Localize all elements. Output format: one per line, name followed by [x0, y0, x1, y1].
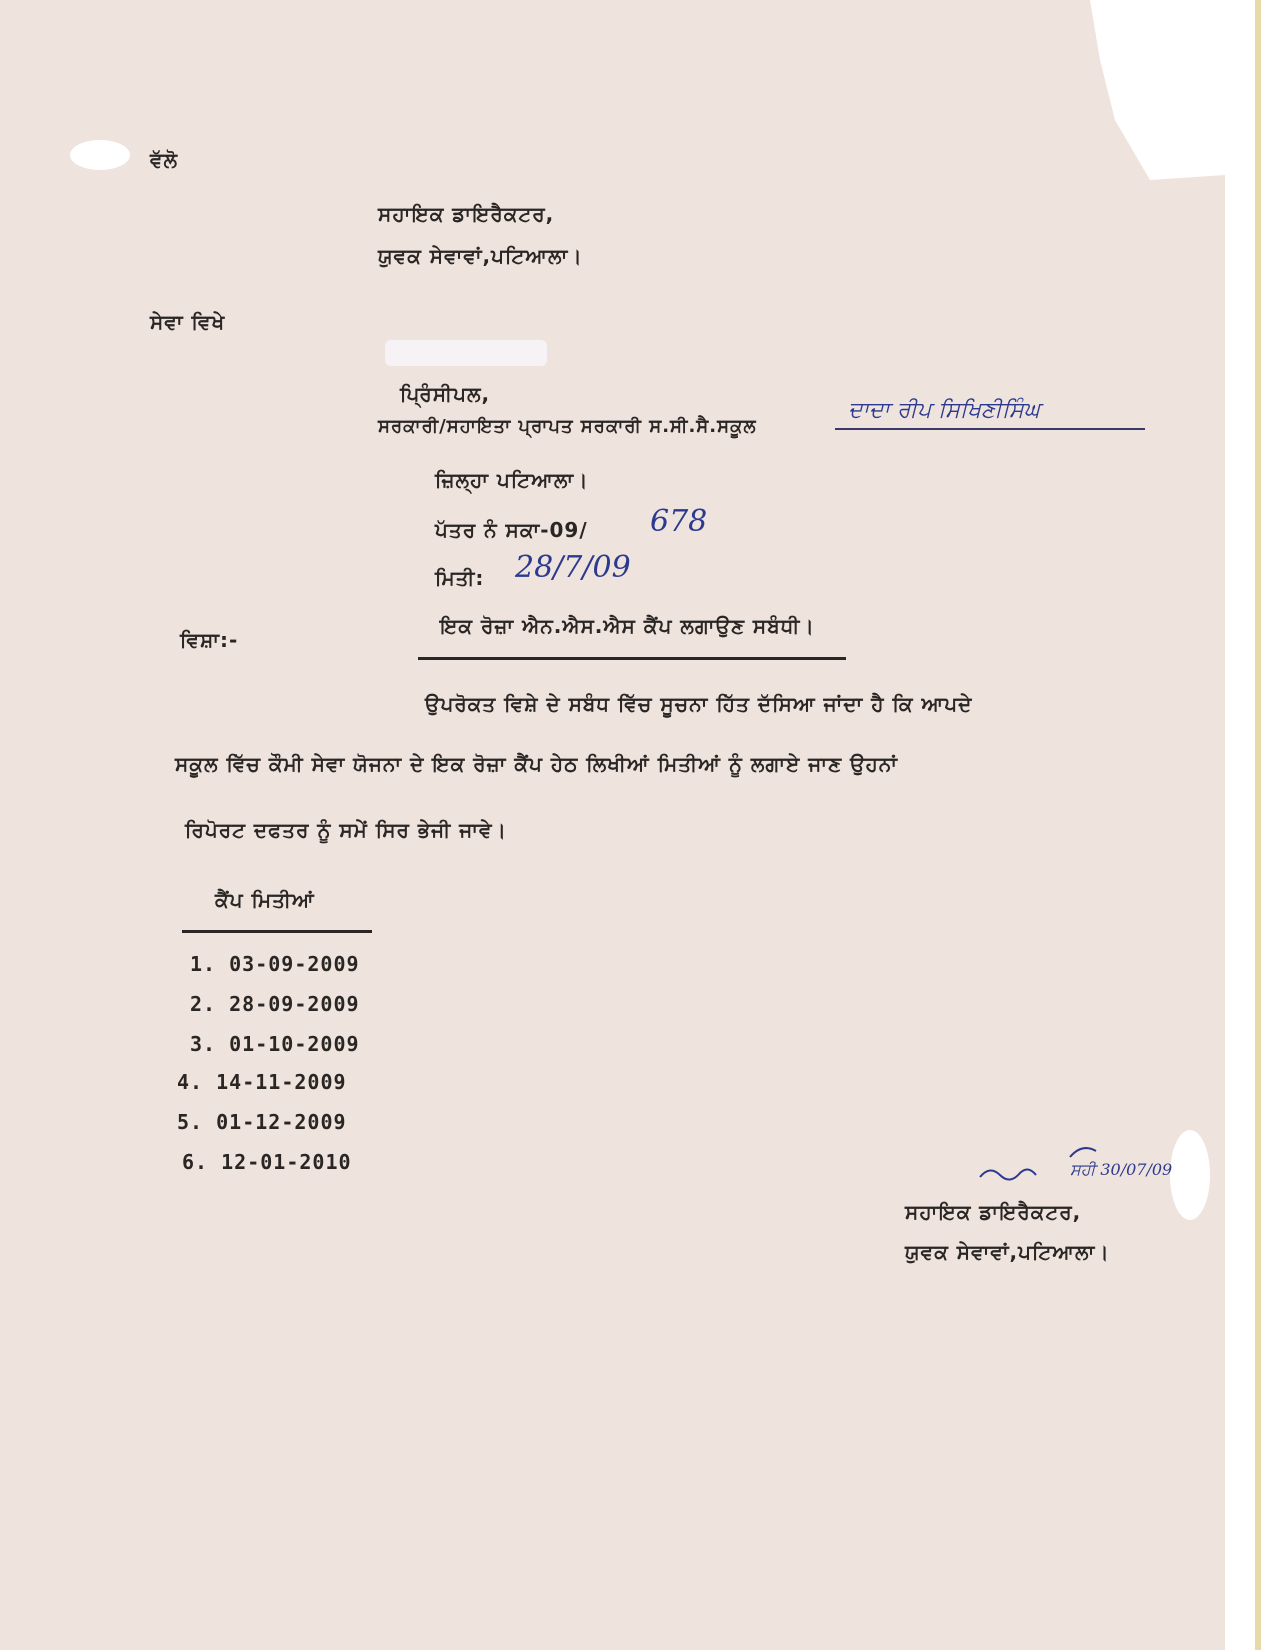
- scan-edge-strip: [1255, 0, 1261, 1650]
- paper-tear: [1170, 1130, 1210, 1220]
- camp-date-item: 6. 12-01-2010: [182, 1150, 352, 1174]
- body-line-2: ਸਕੂਲ ਵਿੱਚ ਕੌਮੀ ਸੇਵਾ ਯੋਜਨਾ ਦੇ ਇਕ ਰੋਜ਼ਾ ਕੈਂਪ ਹੇਠ ਲਿਖੀਆਂ ਮਿਤੀਆਂ ਨੂੰ ਲਗਾਏ ਜਾਣ ਉਹਨਾਂ: [175, 752, 898, 776]
- letter-no-label: ਪੱਤਰ ਨੰ ਸਕਾ-09/: [435, 518, 588, 542]
- recipient-title: ਪ੍ਰਿੰਸੀਪਲ,: [400, 382, 491, 406]
- to-label: ਸੇਵਾ ਵਿਖੇ: [150, 310, 226, 334]
- camp-date-item: 4. 14-11-2009: [177, 1070, 347, 1094]
- camp-date-item: 3. 01-10-2009: [190, 1032, 360, 1056]
- camp-date-item: 2. 28-09-2009: [190, 992, 360, 1016]
- body-line-1: ਉਪਰੋਕਤ ਵਿਸ਼ੇ ਦੇ ਸਬੰਧ ਵਿੱਚ ਸੂਚਨਾ ਹਿੱਤ ਦੱਸਿਆ ਜਾਂਦਾ ਹੈ ਕਿ ਆਪਦੇ: [425, 692, 973, 716]
- school-line: ਸਰਕਾਰੀ/ਸਹਾਇਤਾ ਪ੍ਰਾਪਤ ਸਰਕਾਰੀ ਸ.ਸੀ.ਸੈ.ਸਕੂਲ: [378, 416, 757, 437]
- signature-line-2: ਯੁਵਕ ਸੇਵਾਵਾਂ,ਪਟਿਆਲਾ।: [905, 1240, 1110, 1264]
- paper-tear: [70, 140, 130, 170]
- signature-line-1: ਸਹਾਇਕ ਡਾਇਰੈਕਟਰ,: [905, 1200, 1082, 1224]
- date-label: ਮਿਤੀ:: [435, 566, 485, 590]
- camp-date-item: 5. 01-12-2009: [177, 1110, 347, 1134]
- subject-label: ਵਿਸ਼ਾ:-: [180, 628, 239, 652]
- camp-dates-heading: ਕੈਂਪ ਮਿਤੀਆਂ: [215, 888, 315, 912]
- camp-dates-underline: [182, 930, 372, 933]
- redaction-patch: [385, 340, 547, 366]
- school-name-underline: [835, 428, 1145, 430]
- letter-no-handwritten: 678: [650, 504, 708, 539]
- from-label: ਵੱਲੋ: [150, 148, 179, 172]
- district: ਜ਼ਿਲ੍ਹਾ ਪਟਿਆਲਾ।: [435, 468, 589, 492]
- date-handwritten: 28/7/09: [515, 550, 631, 585]
- camp-date-item: 1. 03-09-2009: [190, 952, 360, 976]
- body-line-3: ਰਿਪੋਰਟ ਦਫਤਰ ਨੂੰ ਸਮੇਂ ਸਿਰ ਭੇਜੀ ਜਾਵੇ।: [185, 818, 507, 842]
- school-name-handwritten: ਦਾਦਾ ਰੀਪ ਸਿਖਿਣੀਸਿੰਘ: [848, 398, 1040, 423]
- sender-line-1: ਸਹਾਇਕ ਡਾਇਰੈਕਟਰ,: [378, 202, 555, 226]
- subject-text: ਇਕ ਰੋਜ਼ਾ ਐਨ.ਐਸ.ਐਸ ਕੈਂਪ ਲਗਾਉਣ ਸਬੰਧੀ।: [440, 614, 815, 638]
- subject-underline: [418, 657, 846, 660]
- signature-handwritten: ਸਹੀ 30/07/09: [1070, 1160, 1173, 1179]
- sender-line-2: ਯੁਵਕ ਸੇਵਾਵਾਂ,ਪਟਿਆਲਾ।: [378, 244, 583, 268]
